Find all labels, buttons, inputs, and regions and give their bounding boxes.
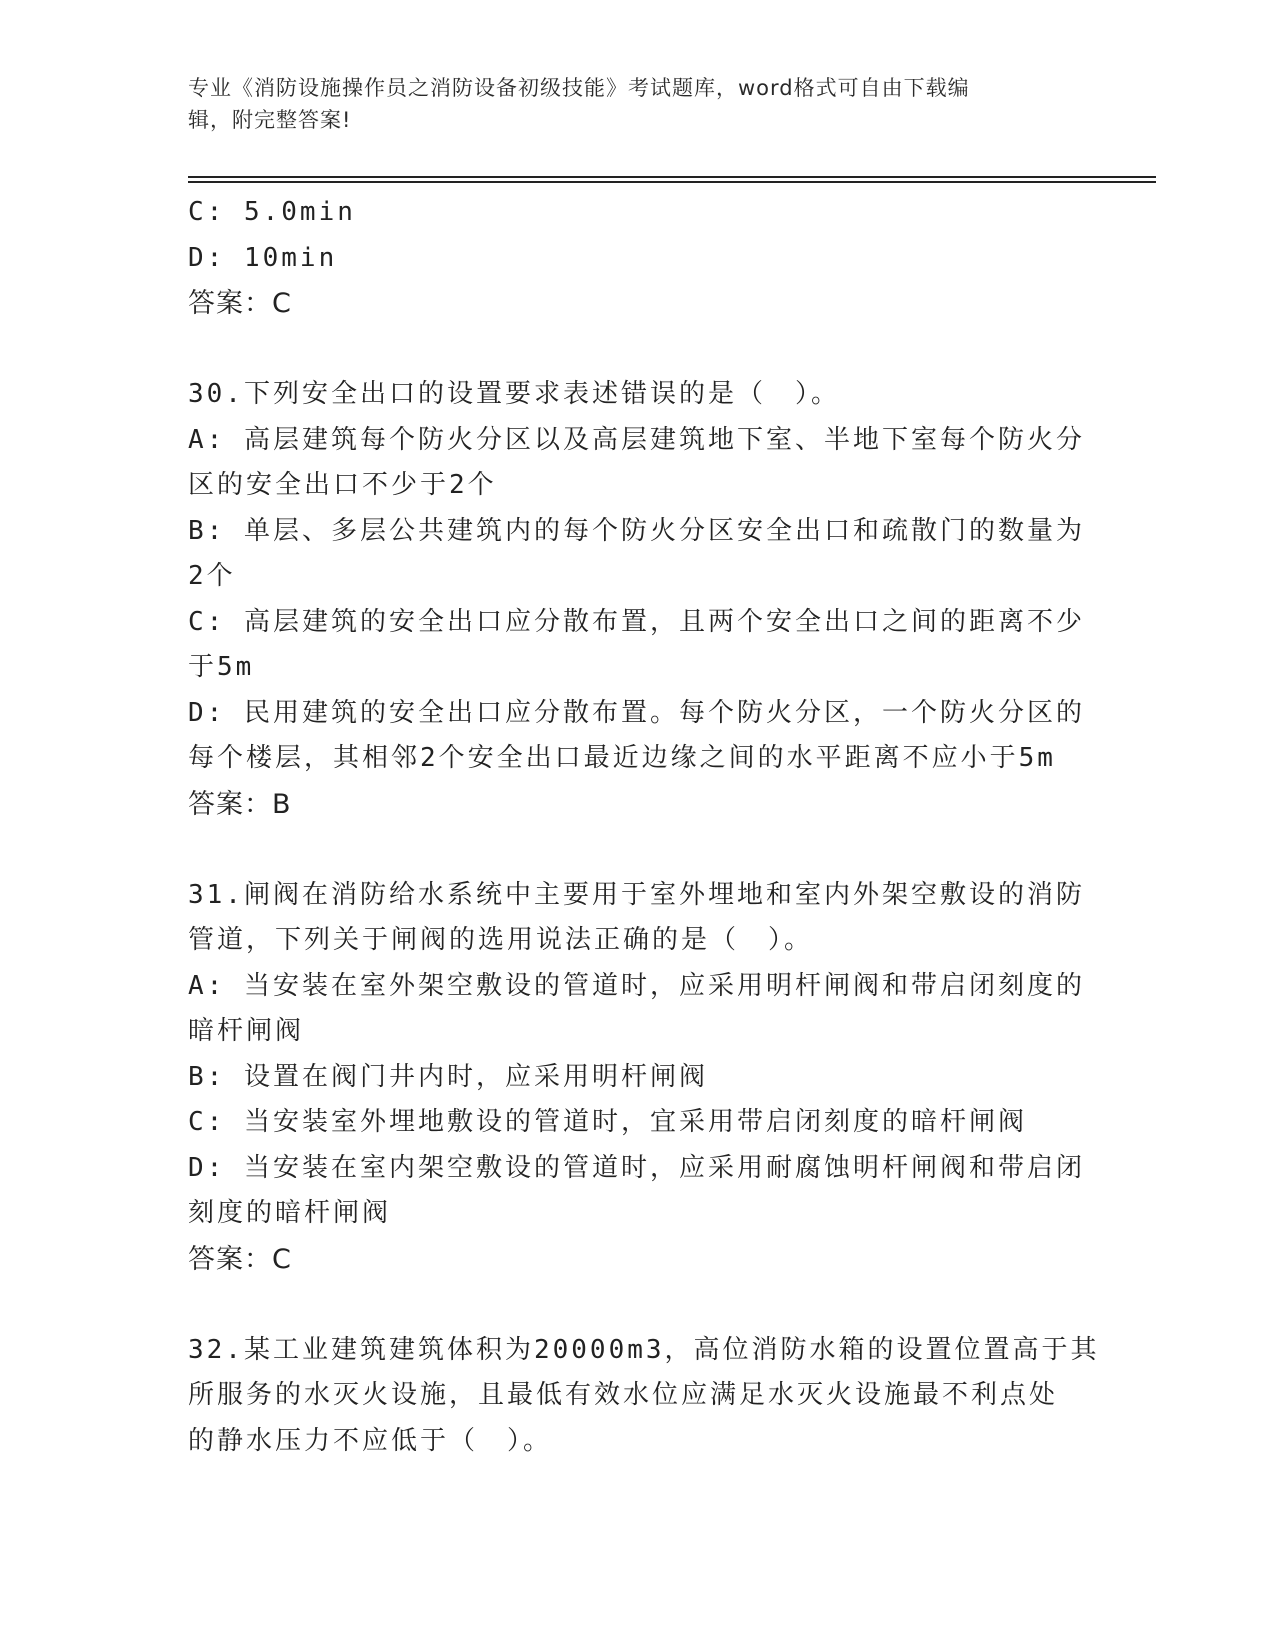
previous-question-tail [188, 190, 1068, 327]
header-line-2: 辑，附完整答案! [188, 108, 352, 132]
option-a: A: 高层建筑每个防火分区以及高层建筑地下室、半地下室每个防火分 [188, 424, 1085, 455]
question-31 [188, 873, 1085, 1283]
question-stem-cont: 所服务的水灭火设施，且最低有效水位应满足水灭火设施最不利点处 [188, 1380, 1059, 1410]
spacer [188, 1282, 1068, 1328]
header-line-1: 专业《消防设施操作员之消防设备初级技能》考试题库，word格式可自由下载编 [188, 76, 970, 100]
option-b-cont: 2个 [188, 561, 236, 591]
question-content [188, 190, 1100, 1464]
option-a: A: 当安装在室外架空敷设的管道时，应采用明杆闸阀和带启闭刻度的 [188, 970, 1085, 1001]
option-d-cont: 刻度的暗杆闸阀 [188, 1198, 392, 1228]
question-stem: 31.闸阀在消防给水系统中主要用于室外埋地和室内外架空敷设的消防 [188, 879, 1085, 910]
question-stem: 30.下列安全出口的设置要求表述错误的是（ ）。 [188, 379, 840, 409]
option-d-cont: 每个楼层，其相邻2个安全出口最近边缘之间的水平距离不应小于5m [188, 743, 1056, 773]
option-a-cont: 区的安全出口不少于2个 [188, 470, 497, 500]
option-a-cont: 暗杆闸阀 [188, 1016, 305, 1046]
option-c: C: 当安装室外埋地敷设的管道时，宜采用带启闭刻度的暗杆闸阀 [188, 1107, 1027, 1137]
option-b: B: 单层、多层公共建筑内的每个防火分区安全出口和疏散门的数量为 [188, 515, 1085, 546]
option-c-cont: 于5m [188, 652, 255, 682]
question-stem-cont: 的静水压力不应低于（ ）。 [188, 1425, 553, 1456]
header-rule-bottom [188, 181, 1156, 183]
spacer [188, 327, 1068, 373]
spacer [188, 827, 1068, 873]
option-c: C: 高层建筑的安全出口应分散布置，且两个安全出口之间的距离不少 [188, 606, 1085, 637]
answer: 答案：B [188, 788, 292, 820]
option-b: B: 设置在阀门井内时，应采用明杆闸阀 [188, 1061, 708, 1092]
option-c: C: 5.0min [188, 197, 356, 227]
option-d: D: 当安装在室内架空敷设的管道时，应采用耐腐蚀明杆闸阀和带启闭 [188, 1152, 1085, 1183]
question-stem: 32.某工业建筑建筑体积为20000m3，高位消防水箱的设置位置高于其 [188, 1334, 1100, 1365]
answer: 答案：C [188, 288, 292, 319]
header-rule-top [188, 176, 1156, 178]
answer: 答案：C [188, 1243, 292, 1275]
option-d: D: 10min [188, 242, 338, 273]
page-header [188, 72, 1068, 136]
question-stem-cont: 管道，下列关于闸阀的选用说法正确的是（ ）。 [188, 925, 814, 955]
question-30 [188, 372, 1085, 827]
option-d: D: 民用建筑的安全出口应分散布置。每个防火分区，一个防火分区的 [188, 697, 1085, 728]
question-32 [188, 1328, 1100, 1465]
